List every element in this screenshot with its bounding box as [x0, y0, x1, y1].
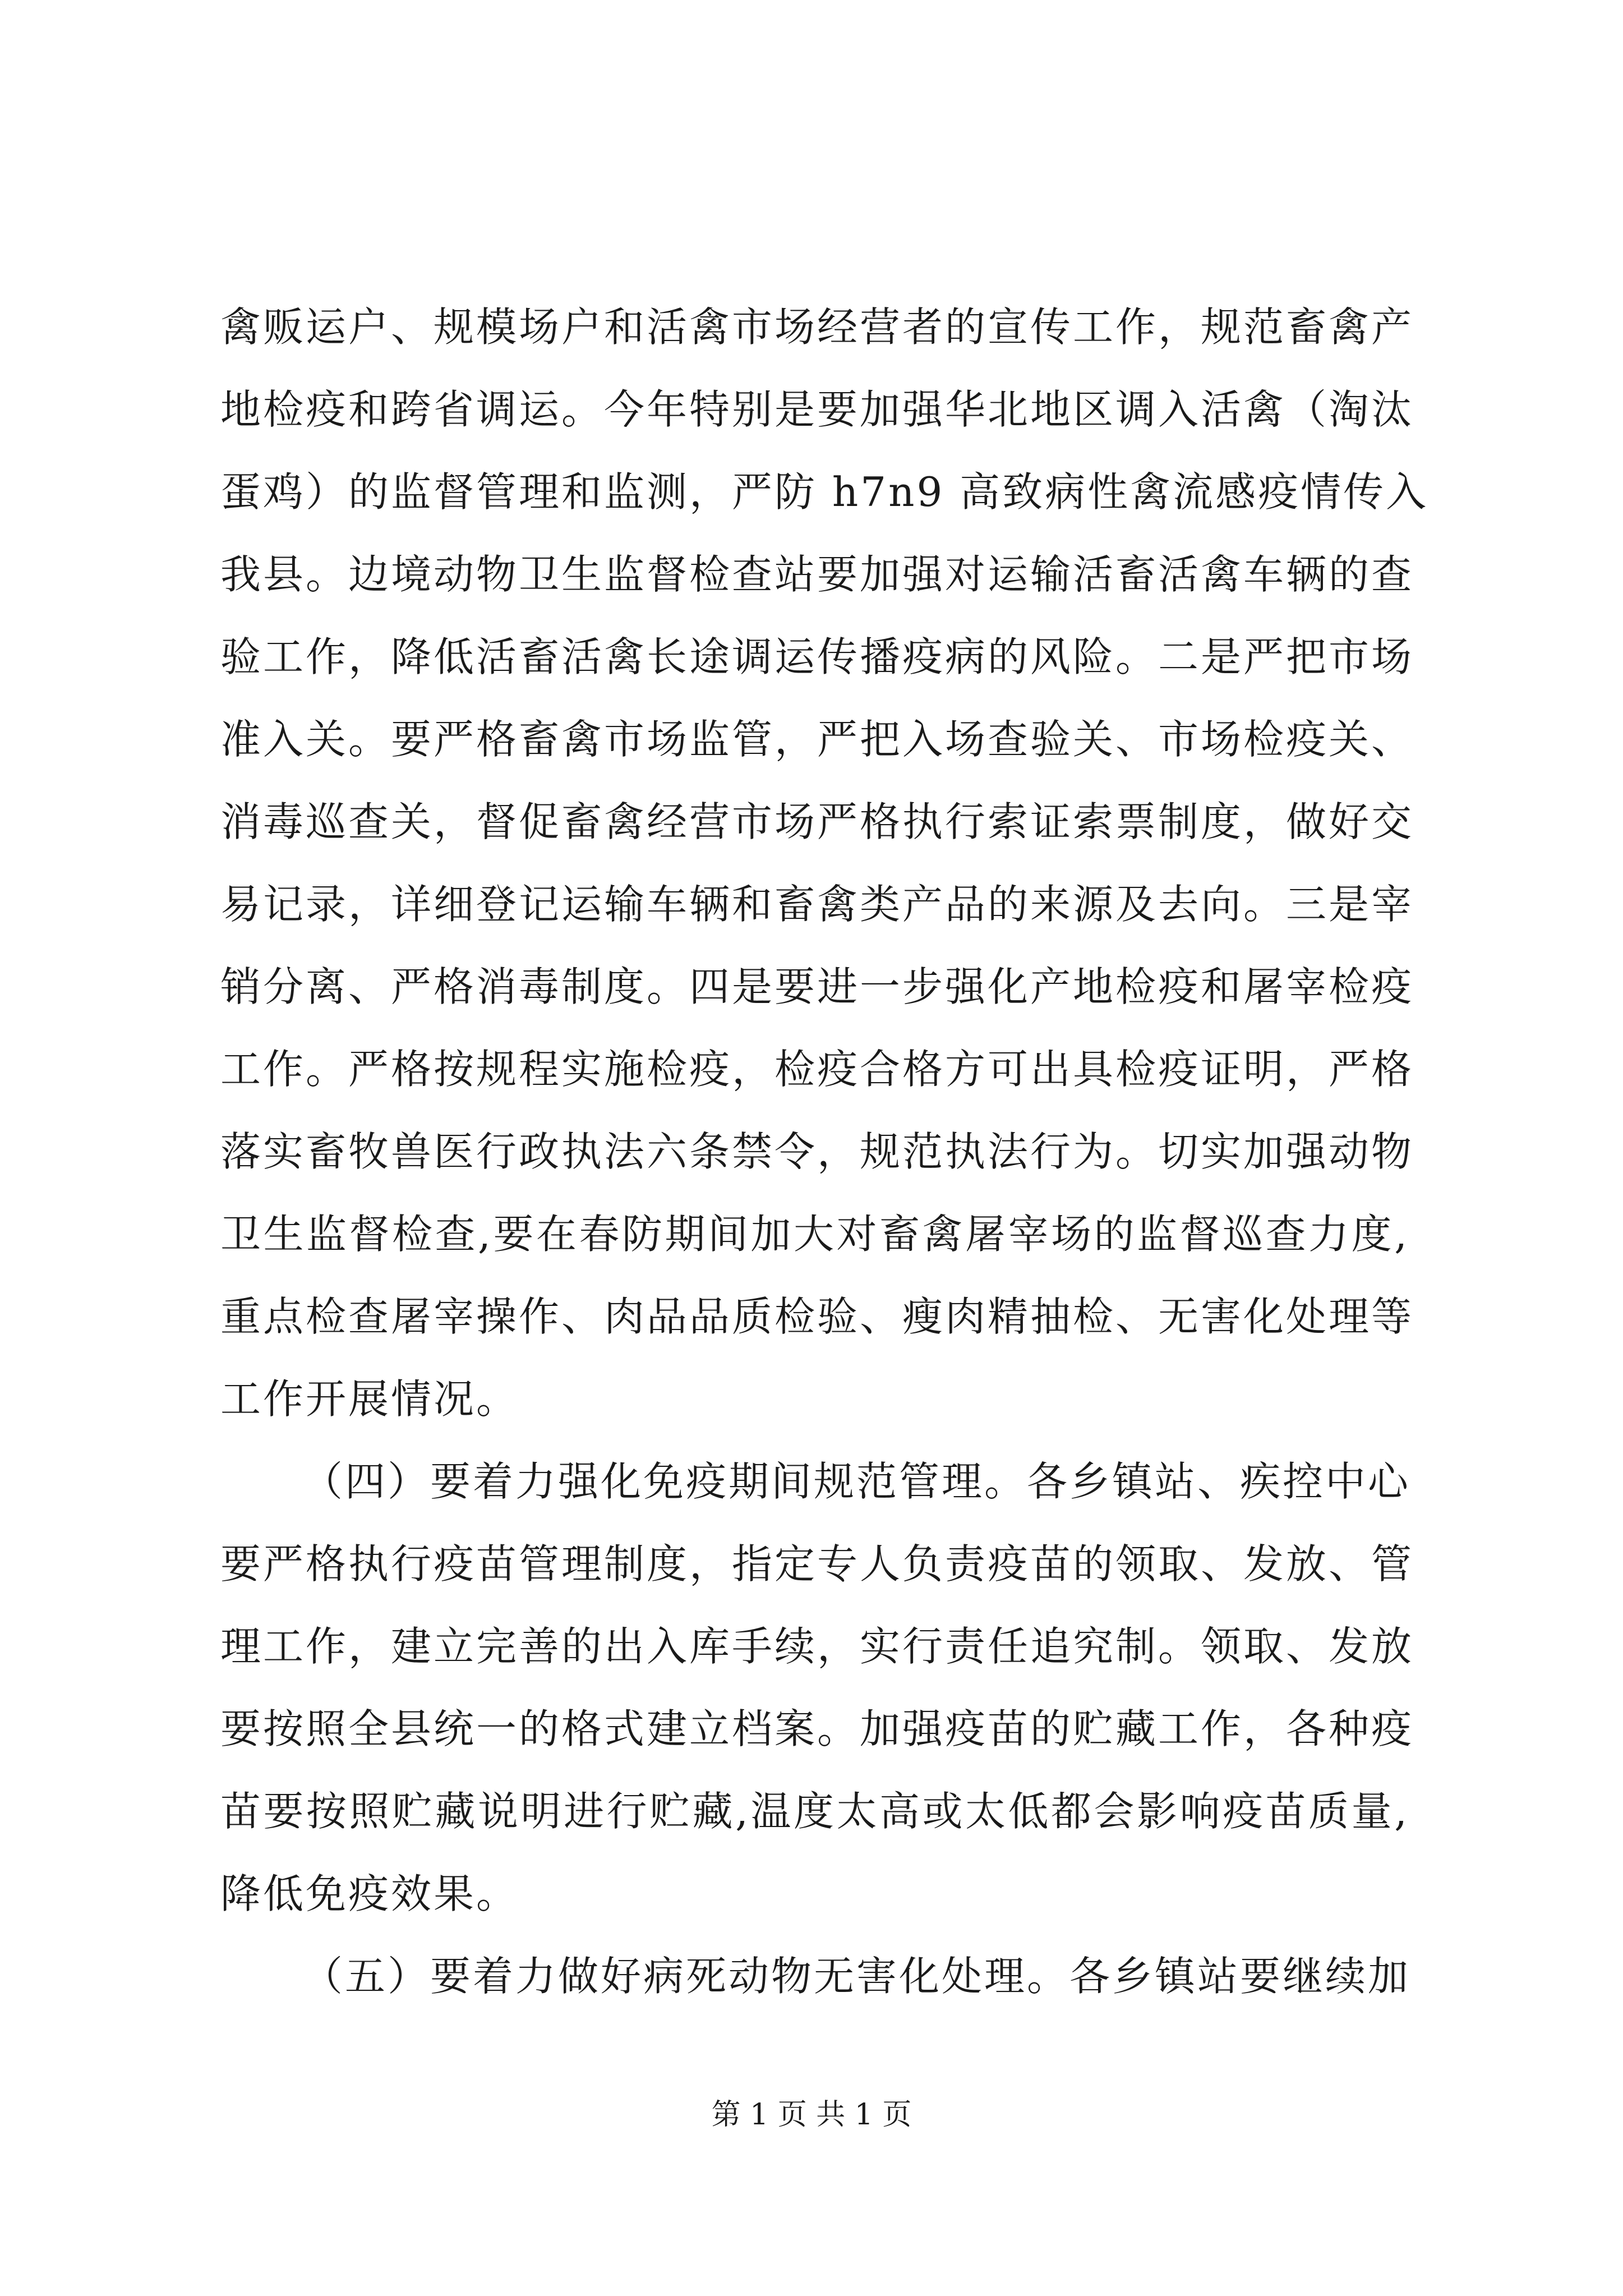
text-line: 易记录，详细登记运输车辆和畜禽类产品的来源及去向。三是宰	[220, 881, 1414, 928]
text-line: 卫生监督检查,要在春防期间加大对畜禽屠宰场的监督巡查力度,	[220, 1211, 1409, 1258]
text-line: 重点检查屠宰操作、肉品品质检验、瘦肉精抽检、无害化处理等	[220, 1293, 1414, 1340]
text-line: 落实畜牧兽医行政执法六条禁令，规范执法行为。切实加强动物	[220, 1128, 1414, 1175]
paragraph-heading-line: （五）要着力做好病死动物无害化处理。各乡镇站要继续加	[302, 1953, 1411, 2000]
text-line: 工作开展情况。	[220, 1375, 519, 1423]
text-line: 要严格执行疫苗管理制度，指定专人负责疫苗的领取、发放、管	[220, 1540, 1414, 1588]
text-line: 理工作，建立完善的出入库手续，实行责任追究制。领取、发放	[220, 1623, 1414, 1670]
document-body	[220, 286, 1429, 2018]
text-line: 地检疫和跨省调运。今年特别是要加强华北地区调入活禽（淘汰	[220, 386, 1414, 433]
page-footer: 第 1 页 共 1 页	[711, 2098, 912, 2132]
text-line: 验工作，降低活畜活禽长途调运传播疫病的风险。二是严把市场	[220, 633, 1414, 680]
text-line: 降低免疫效果。	[220, 1870, 519, 1917]
text-line: 要按照全县统一的格式建立档案。加强疫苗的贮藏工作，各种疫	[220, 1705, 1414, 1752]
paragraph-heading-line: （四）要着力强化免疫期间规范管理。各乡镇站、疾控中心	[302, 1458, 1411, 1505]
text-line: 我县。边境动物卫生监督检查站要加强对运输活畜活禽车辆的查	[220, 551, 1414, 598]
text-line: 工作。严格按规程实施检疫，检疫合格方可出具检疫证明，严格	[220, 1046, 1414, 1093]
text-line: 蛋鸡）的监督管理和监测，严防 h7n9 高致病性禽流感疫情传入	[220, 468, 1429, 516]
text-line: 销分离、严格消毒制度。四是要进一步强化产地检疫和屠宰检疫	[220, 963, 1414, 1010]
text-line: 禽贩运户、规模场户和活禽市场经营者的宣传工作，规范畜禽产	[220, 303, 1414, 351]
text-line: 准入关。要严格畜禽市场监管，严把入场查验关、市场检疫关、	[220, 716, 1414, 763]
text-line: 苗要按照贮藏说明进行贮藏,温度太高或太低都会影响疫苗质量,	[220, 1788, 1409, 1835]
text-line: 消毒巡查关，督促畜禽经营市场严格执行索证索票制度，做好交	[220, 798, 1414, 845]
